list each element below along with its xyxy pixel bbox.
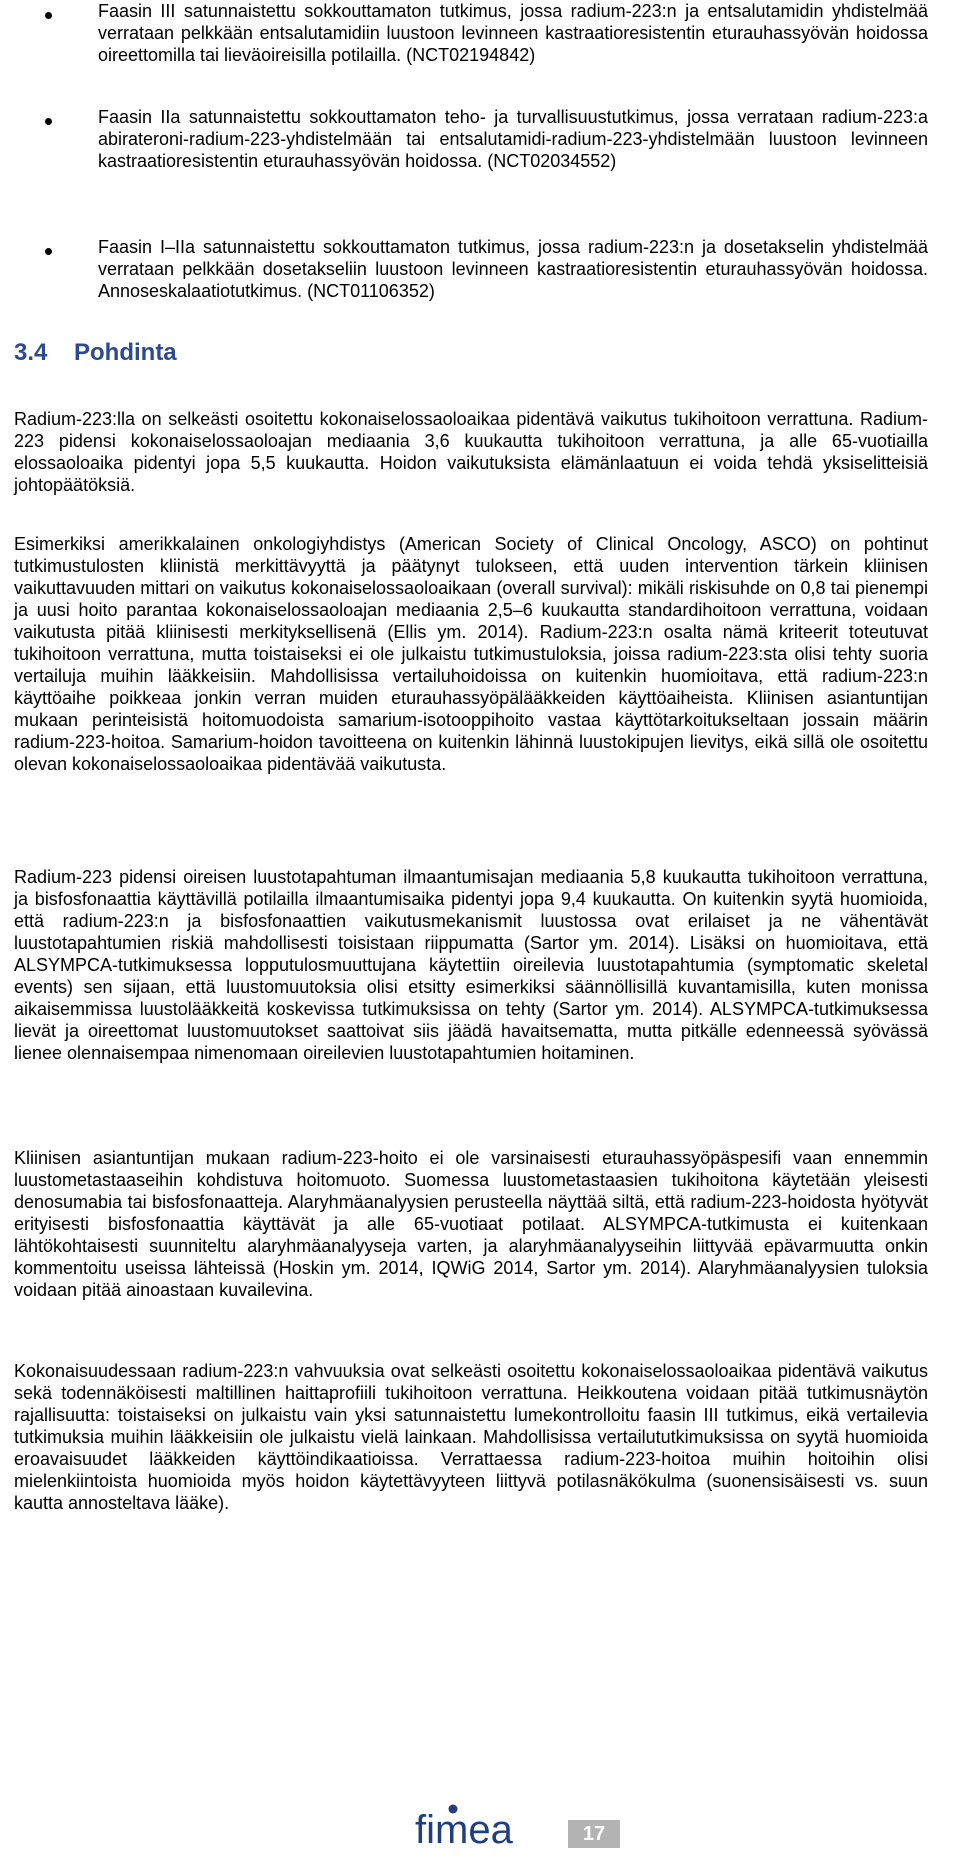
page-footer <box>0 1800 960 1855</box>
page-number: 17 <box>568 1820 620 1848</box>
bullet-icon <box>45 248 52 255</box>
bullet-text: Faasin I–IIa satunnaistettu sokkouttamaton tutkimus, jossa radium-223:n ja dosetakselin yhdistelmää verrataan pelkkään dosetakseliin luustoon levinneen kastraatioresistentin eturauhassyövän hoidossa. Annoseskalaatiotutkimus. (NCT01106352) <box>98 237 928 301</box>
bullet-icon <box>45 118 52 125</box>
paragraph: Kliinisen asiantuntijan mukaan radium-223-hoito ei ole varsinaisesti eturauhassyöpäspesifi vaan ennemmin luustometastaaseihin kohdistuva hoitomuoto. Suomessa luustometastaasien tukihoitona käytetään yleisesti denosumabia tai bisfosfonaatteja. Alaryhmäanalyysien perusteella näyttää siltä, että radium-223-hoidosta hyötyvät erityisesti bisfosfonaattia käyttävät ja alle 65-vuotiaat potilaat. ALSYMPCA-tutkimusta ei kuitenkaan lähtökohtaisesti suunniteltu alaryhmäanalyyseja varten, ja alaryhmäanalyyseihin liittyvää epävarmuutta onkin kommentoitu useissa lähteissä (Hoskin ym. 2014, IQWiG 2014, Sartor ym. 2014). Alaryhmäanalyysien tuloksia voidaan pitää ainoastaan kuvailevina. <box>14 1148 928 1300</box>
paragraph: Radium-223:lla on selkeästi osoitettu kokonaiselossaoloaikaa pidentävä vaikutus tukihoitoon verrattuna. Radium-223 pidensi kokonaiselossaoloajan mediaania 3,6 kuukautta tukihoitoon verrattuna, ja alle 65-vuotiailla elossaoloaika pidentyi jopa 5,5 kuukautta. Hoidon vaikutuksista elämänlaatuun ei voida tehdä yksiselitteisiä johtopäätöksiä. <box>14 409 928 495</box>
section-title: Pohdinta <box>74 339 177 366</box>
paragraph: Esimerkiksi amerikkalainen onkologiyhdistys (American Society of Clinical Oncology, ASCO) on pohtinut tutkimustulosten kliinistä merkittävyyttä ja päätynyt tulokseen, että uuden intervention tärkein kliinisen vaikuttavuuden mittari on vaikutus kokonaiselossaoloaikaan (overall survival): mikäli riskisuhde on 0,8 tai pienempi ja uusi hoito parantaa kokonaiselossaoloajan mediaania 2,5–6 kuukautta standardihoitoon verrattuna, voidaan vaikutusta pitää kliinisesti merkityksellisenä (Ellis ym. 2014). Radium-223:n osalta nämä kriteerit toteutuvat tukihoitoon verrattuna, mutta toistaiseksi ei ole julkaistu tutkimustuloksia, joissa radium-223:sta olisi tehty suoria vertailuja muihin lääkkeisiin. Mahdollisissa vertailuhoidoissa on kuitenkin huomioitava, että radium-223:n käyttöaihe poikkeaa jonkin verran muiden eturauhassyöpälääkkeiden käyttöaiheista. Kliinisen asiantuntijan mukaan perinteisistä hoitomuodoista samarium-isotooppihoito vastaa käyttötarkoitukseltaan jossain määrin radium-223-hoitoa. Samarium-hoidon tavoitteena on kuitenkin lähinnä luustokipujen lievitys, eikä sillä ole osoitettu olevan kokonaiselossaoloaikaa pidentävää vaikutusta. <box>14 534 928 774</box>
section-heading <box>14 339 177 367</box>
fimea-logo <box>413 1803 525 1853</box>
paragraph: Kokonaisuudessaan radium-223:n vahvuuksia ovat selkeästi osoitettu kokonaiselossaoloaikaa pidentävä vaikutus sekä todennäköisesti maltillinen haittaprofiili tukihoitoon verrattuna. Heikkoutena voidaan pitää tutkimusnäytön rajallisuutta: toistaiseksi on julkaistu vain yksi satunnaistettu lumekontrolloitu faasin III tutkimus, eikä vertailevia tutkimuksia muihin lääkkeisiin ole julkaistu vielä lainkaan. Mahdollisissa vertailututkimuksissa on syytä huomioida eroavaisuudet lääkkeiden käyttöindikaatioissa. Verrattaessa radium-223-hoitoa muihin hoitoihin olisi mielenkiintoista huomioida myös hoidon käytettävyyteen liittyvä potilasnäkökulma (suonensisäisesti vs. suun kautta annosteltava lääke). <box>14 1361 928 1513</box>
bullet-text: Faasin III satunnaistettu sokkouttamaton tutkimus, jossa radium-223:n ja entsalutamidin yhdistelmää verrataan pelkkään entsalutamidiin luustoon levinneen kastraatioresistentin eturauhassyövän hoidossa oireettomilla tai lieväoireisilla potilailla. (NCT02194842) <box>98 1 928 65</box>
logo-wordmark: fimea <box>415 1808 513 1852</box>
bullet-text: Faasin IIa satunnaistettu sokkouttamaton teho- ja turvallisuustutkimus, jossa verrataan radium-223:a abirateroni-radium-223-yhdistelmään tai entsalutamidi-radium-223-yhdistelmään luustoon levinneen kastraatioresistentin eturauhassyövän hoidossa. (NCT02034552) <box>98 107 928 171</box>
bullet-icon <box>45 12 52 19</box>
section-number: 3.4 <box>14 339 48 366</box>
paragraph: Radium-223 pidensi oireisen luustotapahtuman ilmaantumisajan mediaania 5,8 kuukautta tukihoitoon verrattuna, ja bisfosfonaattia käyttävillä potilailla ilmaantumisaika pidentyi jopa 9,4 kuukautta. On kuitenkin syytä huomioida, että radium-223:n ja bisfosfonaattien vaikutusmekanismit luustossa ovat erilaiset ja ne vähentävät luustotapahtumien riskiä mahdollisesti toisistaan riippumatta (Sartor ym. 2014). Lisäksi on huomioitava, että ALSYMPCA-tutkimuksessa lopputulosmuuttujana käytettiin oireilevia luustotapahtumia (symptomatic skeletal events) sen sijaan, että luustomuutoksia olisi etsitty esimerkiksi säännöllisillä kuvantamisilla, kuten monissa aikaisemmissa luustolääkkeitä koskevissa tutkimuksissa on tehty (Sartor ym. 2014). ALSYMPCA-tutkimuksessa lievät ja oireettomat luustomuutokset saattoivat siis jäädä havaitsematta, mutta pitkälle edenneessä syövässä lienee olennaisempaa nimenomaan oireilevien luustotapahtumien hoitaminen. <box>14 867 928 1063</box>
